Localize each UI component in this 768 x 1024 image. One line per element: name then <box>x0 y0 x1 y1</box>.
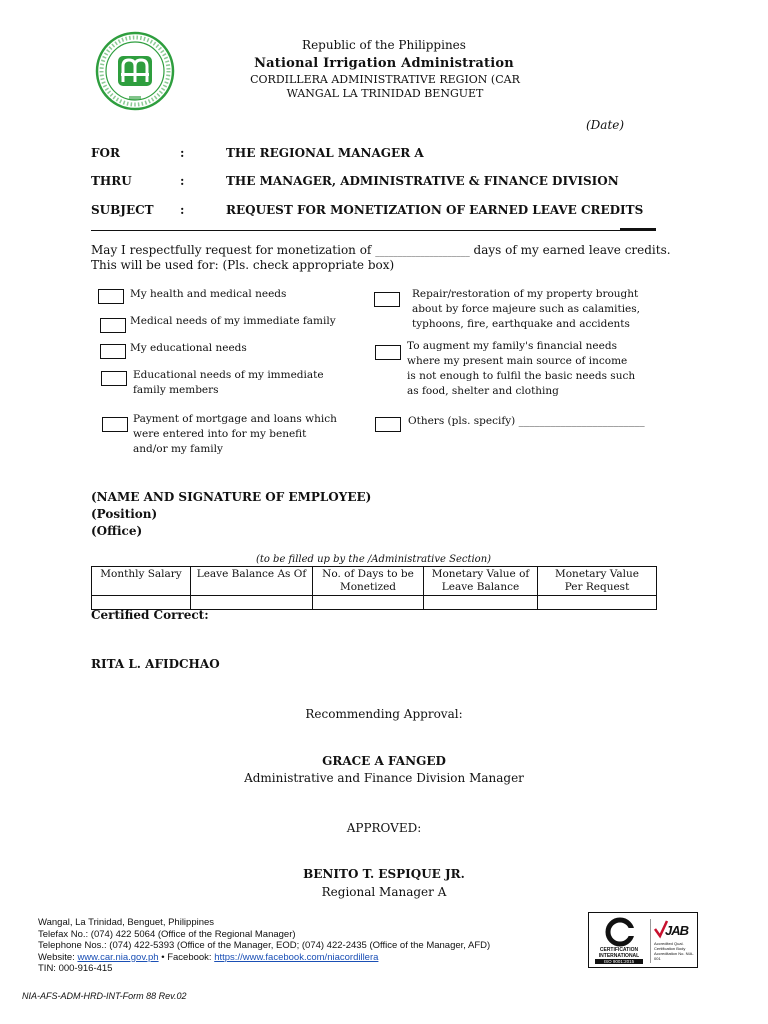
header-line: No. of Days to be <box>322 568 414 580</box>
option-others <box>408 414 645 429</box>
recommender-title: Administrative and Finance Division Manager <box>244 771 524 785</box>
footer-tin: TIN: 000-916-415 <box>38 963 113 974</box>
option-line: family members <box>133 384 219 396</box>
option-line: My health and medical needs <box>130 288 287 300</box>
subject-colon: : <box>180 203 185 217</box>
footer-contacts <box>38 917 490 975</box>
option-line: Medical needs of my immediate family <box>130 315 336 327</box>
footer-address: Wangal, La Trinidad, Benguet, Philippines <box>38 917 215 928</box>
subject-value: REQUEST FOR MONETIZATION OF EARNED LEAVE CREDITS <box>226 203 644 217</box>
option-educational <box>130 341 247 356</box>
thru-label: THRU <box>91 174 132 188</box>
footer-telefax: Telefax No.: (074) 422 5064 (Office of the Regional Manager) <box>38 928 296 940</box>
option-line: where my present main source of income <box>407 355 628 367</box>
cert-text: CERTIFICATION INTERNATIONAL <box>598 947 640 959</box>
website-link[interactable]: www.car.nia.gov.ph <box>77 951 159 963</box>
employee-position: (Position) <box>91 507 158 521</box>
col-leave-balance <box>191 567 313 596</box>
checkbox-repair[interactable] <box>374 292 400 307</box>
for-label: FOR <box>91 146 120 160</box>
header-region: CORDILLERA ADMINISTRATIVE REGION (CAR <box>250 73 520 86</box>
option-family-medical <box>130 314 336 329</box>
certification-badge <box>588 912 698 968</box>
option-line[interactable]: Others (pls. specify) ________________________ <box>408 415 645 427</box>
badge-divider <box>650 919 651 963</box>
recommending-label: Recommending Approval: <box>305 707 463 721</box>
certification-ring-icon <box>593 916 647 948</box>
subject-label: SUBJECT <box>91 203 154 217</box>
col-value-balance <box>424 567 538 596</box>
header-line: Monetary Value <box>554 568 640 580</box>
option-repair <box>412 287 664 332</box>
header-line: Monetary Value of <box>431 568 530 580</box>
thru-value: THE MANAGER, ADMINISTRATIVE & FINANCE DIVISION <box>226 174 619 188</box>
option-line: is not enough to fulfil the basic needs such <box>407 370 636 382</box>
cell-value-request[interactable] <box>538 596 657 610</box>
header-republic: Republic of the Philippines <box>302 38 466 52</box>
jab-text: JAB <box>665 923 689 938</box>
cert-small: ISO 9001:2015 <box>595 959 643 964</box>
header-address: WANGAL LA TRINIDAD BENGUET <box>286 87 484 100</box>
for-colon: : <box>180 146 185 160</box>
certified-correct: Certified Correct: <box>91 608 209 622</box>
checkbox-mortgage[interactable] <box>102 417 128 432</box>
request-line <box>91 243 671 257</box>
option-health <box>130 287 286 302</box>
website-label: Website: <box>38 951 75 963</box>
checkbox-educational[interactable] <box>100 344 126 359</box>
cell-value-balance[interactable] <box>424 596 538 610</box>
facebook-link[interactable]: https://www.facebook.com/niacordillera <box>214 951 379 963</box>
col-value-request <box>538 567 657 596</box>
option-line: Payment of mortgage and loans which <box>133 413 337 425</box>
option-mortgage <box>133 412 337 457</box>
option-line: typhoons, fire, earthquake and accidents <box>412 318 630 330</box>
approver-title: Regional Manager A <box>321 885 447 899</box>
divider-line <box>91 230 656 231</box>
option-line: Educational needs of my immediate <box>133 369 324 381</box>
admin-note: (to be filled up by the /Administrative Section) <box>255 554 492 565</box>
employee-block <box>91 489 371 540</box>
employee-office: (Office) <box>91 524 143 538</box>
header-line: Monthly Salary <box>100 568 182 580</box>
header-line: Per Request <box>564 581 630 593</box>
footer-web-row <box>38 952 490 964</box>
form-code: NIA-AFS-ADM-HRD-INT-Form 88 Rev.02 <box>22 991 187 1001</box>
col-monthly-salary <box>92 567 191 596</box>
option-augment <box>407 339 635 399</box>
employee-name: (NAME AND SIGNATURE OF EMPLOYEE) <box>91 490 372 504</box>
cell-leave-balance[interactable] <box>191 596 313 610</box>
checkbox-family-medical[interactable] <box>100 318 126 333</box>
header-line: Leave Balance As Of <box>196 568 307 580</box>
approver-name: BENITO T. ESPIQUE JR. <box>303 867 465 881</box>
col-days-monetized <box>313 567 424 596</box>
certifier-name: RITA L. AFIDCHAO <box>91 657 220 671</box>
request-post: days of my earned leave credits. <box>473 243 671 257</box>
admin-table <box>91 566 657 610</box>
date-field: (Date) <box>586 118 625 132</box>
checkbox-family-educational[interactable] <box>101 371 127 386</box>
option-family-educational <box>133 368 324 398</box>
jab-small: Accredited Qual. Certification Body Accreditation No. NIA-001 <box>654 941 694 961</box>
option-line: were entered into for my benefit <box>133 428 307 440</box>
thru-colon: : <box>180 174 185 188</box>
cell-days-monetized[interactable] <box>313 596 424 610</box>
nia-logo <box>94 30 176 112</box>
option-line: My educational needs <box>130 342 247 354</box>
request-blank[interactable]: _____________________ <box>375 247 470 257</box>
approved-label: APPROVED: <box>346 821 422 835</box>
header-line: Leave Balance <box>441 581 520 593</box>
recommender-name: GRACE A FANGED <box>322 754 446 768</box>
table-header-row <box>92 567 657 596</box>
option-line: and/or my family <box>133 443 223 455</box>
option-line: Repair/restoration of my property brought <box>412 288 639 300</box>
option-line: To augment my family's financial needs <box>407 340 617 352</box>
checkbox-health[interactable] <box>98 289 124 304</box>
option-line: as food, shelter and clothing <box>407 385 559 397</box>
option-line: about by force majeure such as calamities, <box>412 303 641 315</box>
divider-accent <box>620 228 656 230</box>
used-for-line: This will be used for: (Pls. check appropriate box) <box>91 258 395 272</box>
facebook-label: • Facebook: <box>161 951 212 963</box>
request-pre: May I respectfully request for monetization of <box>91 243 372 257</box>
header-line: Monetized <box>339 581 397 593</box>
footer-telephone: Telephone Nos.: (074) 422-5393 (Office of the Manager, EOD; (074) 422-2435 (Office of the Manager, AFD) <box>38 940 491 951</box>
checkbox-augment[interactable] <box>375 345 401 360</box>
checkbox-others[interactable] <box>375 417 401 432</box>
header-agency: National Irrigation Administration <box>254 56 514 71</box>
for-value: THE REGIONAL MANAGER A <box>226 146 424 160</box>
